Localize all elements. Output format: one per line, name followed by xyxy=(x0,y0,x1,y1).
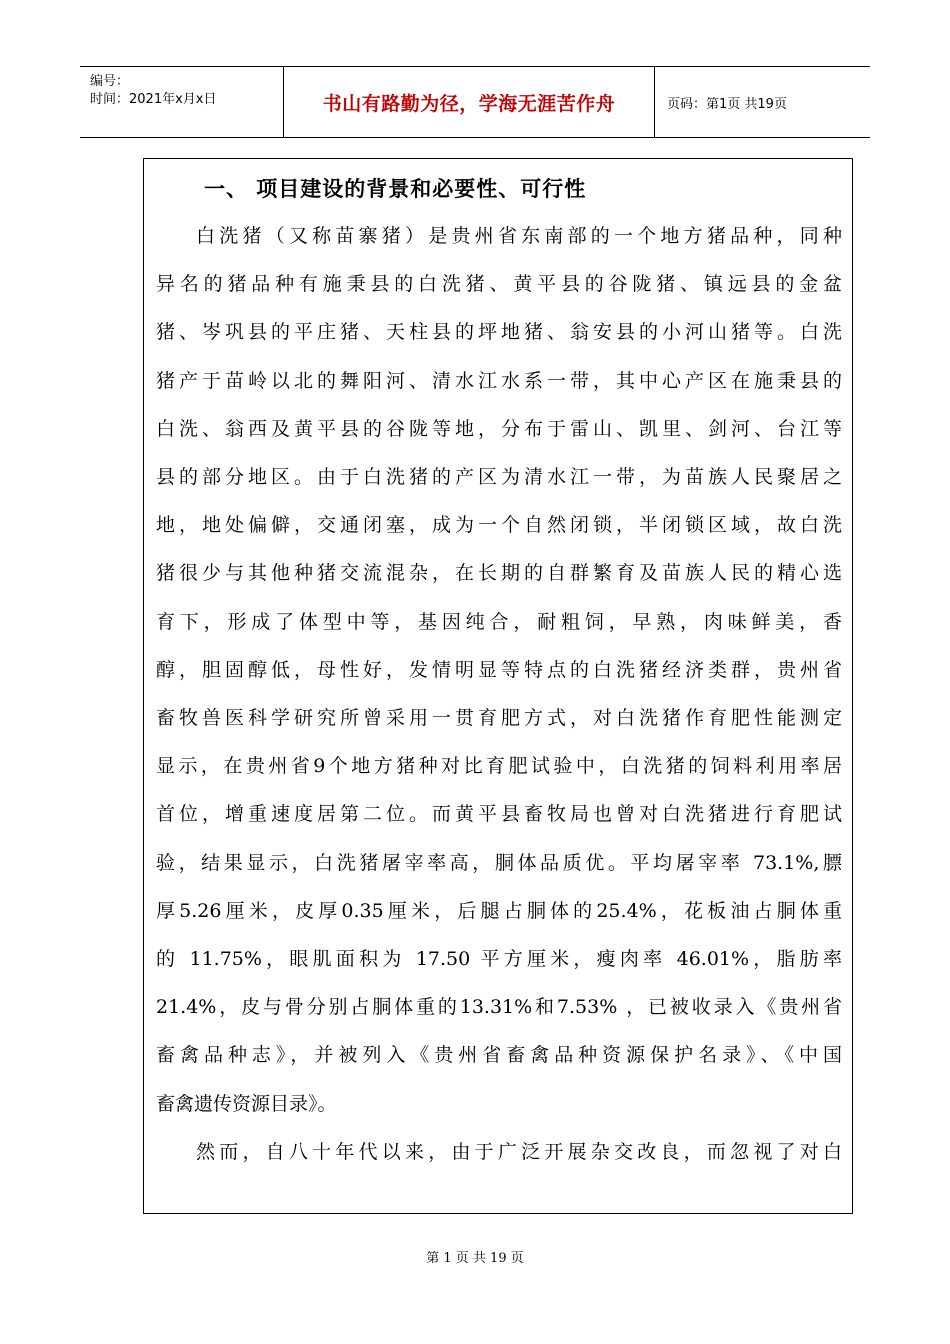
body-text-line: 显示，在贵州省9个地方猪种对比育肥试验中，白洗猪的饲料利用率居 xyxy=(156,755,842,778)
body-text-line: 育下，形成了体型中等，基因纯合，耐粗饲，早熟，肉味鲜美，香 xyxy=(156,610,842,633)
body-text-line: 然而，自八十年代以来，由于广泛开展杂交改良，而忽视了对白 xyxy=(196,1140,842,1163)
document-date-label: 时间：2021年x月x日 xyxy=(90,92,217,107)
body-text-line: 猪、岑巩县的平庄猪、天柱县的坪地猪、翁安县的小河山猪等。白洗 xyxy=(156,321,842,344)
body-text-line: 厚5.26厘米，皮厚0.35厘米，后腿占胴体的25.4%，花板油占胴体重 xyxy=(156,899,842,922)
body-text-line: 猪很少与其他种猪交流混杂，在长期的自群繁育及苗族人民的精心选 xyxy=(156,562,842,585)
body-text-line: 的 11.75%，眼肌面积为 17.50 平方厘米，瘦肉率 46.01%，脂肪率 xyxy=(156,948,842,970)
body-text-line: 验，结果显示，白洗猪屠宰率高，胴体品质优。平均屠宰率 73.1%,膘 xyxy=(156,851,842,874)
page-header xyxy=(80,66,870,138)
body-text-line: 首位，增重速度居第二位。而黄平县畜牧局也曾对白洗猪进行育肥试 xyxy=(156,803,842,826)
header-motto: 书山有路勤为径，学海无涯苦作舟 xyxy=(322,92,616,115)
content-box xyxy=(143,158,853,1214)
body-text-line: 畜牧兽医科学研究所曾采用一贯育肥方式，对白洗猪作育肥性能测定 xyxy=(156,707,842,729)
body-text-line: 白洗、翁西及黄平县的谷陇等地，分布于雷山、凯里、剑河、台江等 xyxy=(156,417,842,440)
body-text-line: 县的部分地区。由于白洗猪的产区为清水江一带，为苗族人民聚居之 xyxy=(156,466,842,488)
body-text-line: 畜禽遗传资源目录》。 xyxy=(156,1092,337,1115)
section-heading: 一、 项目建设的背景和必要性、可行性 xyxy=(204,177,587,201)
header-motto-cell xyxy=(283,67,655,137)
body-text-line: 地，地处偏僻，交通闭塞，成为一个自然闭锁，半闭锁区域，故白洗 xyxy=(156,514,842,537)
document-number-label: 编号： xyxy=(90,74,130,89)
header-meta xyxy=(80,67,283,137)
body-text-line: 醇，胆固醇低，母性好，发情明显等特点的白洗猪经济类群，贵州省 xyxy=(156,658,842,681)
header-page-info-cell xyxy=(655,67,870,137)
body-text-line: 异名的猪品种有施秉县的白洗猪、黄平县的谷陇猪、镇远县的金盆 xyxy=(156,273,842,296)
header-page-info: 页码：第1页 共19页 xyxy=(667,96,787,112)
body-text-line: 畜禽品种志》，并被列入《贵州省畜禽品种资源保护名录》、《中国 xyxy=(156,1044,842,1067)
body-text-line: 21.4%，皮与骨分别占胴体重的13.31%和7.53% ，已被收录入《贵州省 xyxy=(156,996,842,1019)
body-text-line: 猪产于苗岭以北的舞阳河、清水江水系一带，其中心产区在施秉县的 xyxy=(156,369,842,392)
page-footer: 第 1 页 共 19 页 xyxy=(426,1251,524,1266)
body-text-line: 白洗猪（又称苗寨猪）是贵州省东南部的一个地方猪品种，同种 xyxy=(196,225,842,247)
